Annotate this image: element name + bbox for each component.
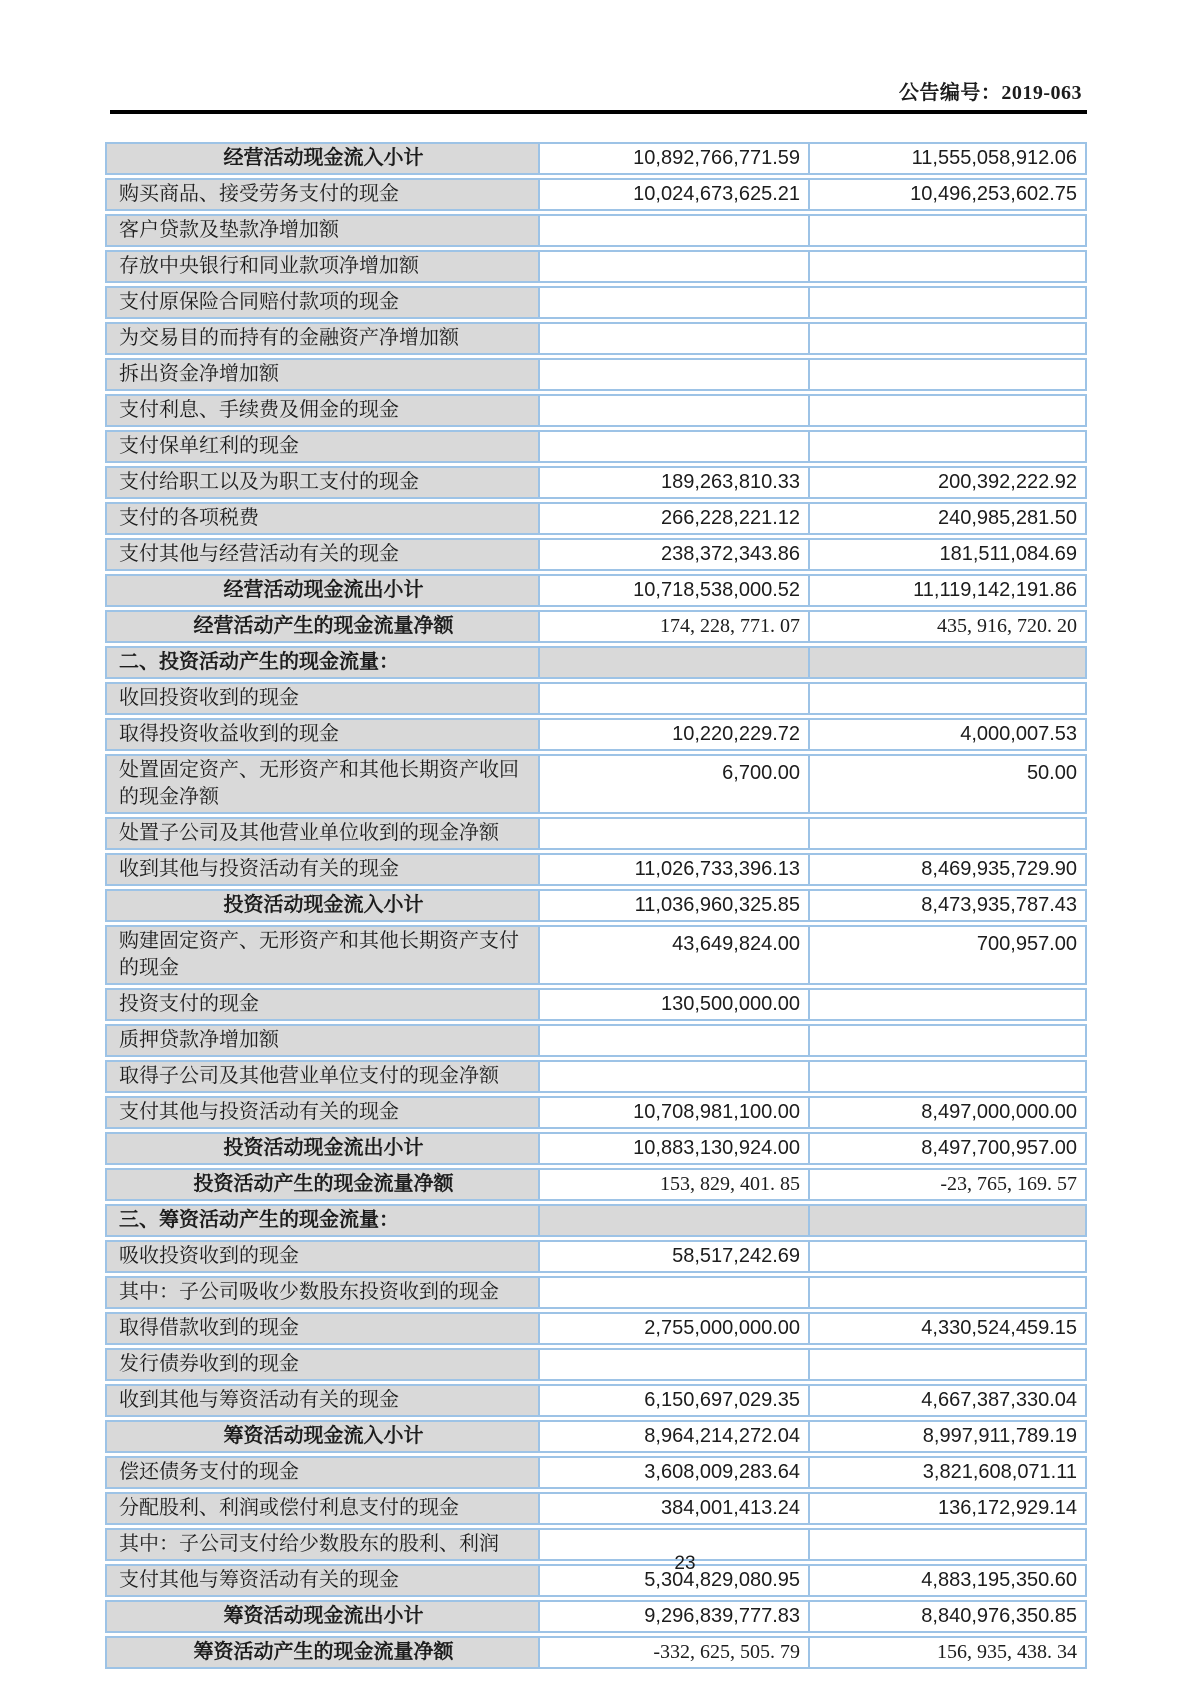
prior-period-value-cell: 8,473,935,787.43 [810, 889, 1087, 922]
table-row [105, 538, 1087, 571]
prior-period-value-cell [810, 250, 1087, 283]
row-label-cell: 经营活动现金流出小计 [105, 574, 540, 607]
prior-period-value-cell [810, 1276, 1087, 1309]
prior-period-value-cell [810, 430, 1087, 463]
cash-flow-table-body [105, 142, 1087, 1669]
row-label-cell: 支付其他与投资活动有关的现金 [105, 1096, 540, 1129]
table-row [105, 889, 1087, 922]
current-period-value-cell: 10,892,766,771.59 [540, 142, 810, 175]
prior-period-value-cell: 240,985,281.50 [810, 502, 1087, 535]
table-row [105, 682, 1087, 715]
prior-period-value-cell: 4,667,387,330.04 [810, 1384, 1087, 1417]
current-period-value-cell: 2,755,000,000.00 [540, 1312, 810, 1345]
current-period-value-cell: -332, 625, 505. 79 [540, 1636, 810, 1669]
prior-period-value-cell [810, 394, 1087, 427]
current-period-value-cell: 238,372,343.86 [540, 538, 810, 571]
table-row [105, 1276, 1087, 1309]
current-period-value-cell: 10,883,130,924.00 [540, 1132, 810, 1165]
row-label-cell: 筹资活动现金流出小计 [105, 1600, 540, 1633]
row-label-cell: 其中：子公司吸收少数股东投资收到的现金 [105, 1276, 540, 1309]
current-period-value-cell: 10,708,981,100.00 [540, 1096, 810, 1129]
prior-period-value-cell [810, 988, 1087, 1021]
row-label-cell: 取得投资收益收到的现金 [105, 718, 540, 751]
current-period-value-cell: 10,220,229.72 [540, 718, 810, 751]
current-period-value-cell: 58,517,242.69 [540, 1240, 810, 1273]
prior-period-value-cell: 10,496,253,602.75 [810, 178, 1087, 211]
table-row [105, 925, 1087, 985]
prior-period-value-cell: 11,555,058,912.06 [810, 142, 1087, 175]
current-period-value-cell [540, 430, 810, 463]
prior-period-value-cell: 8,497,700,957.00 [810, 1132, 1087, 1165]
table-row [105, 1564, 1087, 1597]
table-row [105, 646, 1087, 679]
current-period-value-cell: 266,228,221.12 [540, 502, 810, 535]
prior-period-value-cell: 11,119,142,191.86 [810, 574, 1087, 607]
prior-period-value-cell: 181,511,084.69 [810, 538, 1087, 571]
table-row [105, 1636, 1087, 1669]
prior-period-value-cell [810, 1024, 1087, 1057]
table-row [105, 1168, 1087, 1201]
row-label-cell: 支付利息、手续费及佣金的现金 [105, 394, 540, 427]
page-number: 23 [674, 1553, 696, 1574]
table-row [105, 502, 1087, 535]
row-label-cell: 客户贷款及垫款净增加额 [105, 214, 540, 247]
current-period-value-cell: 11,036,960,325.85 [540, 889, 810, 922]
row-label-cell: 筹资活动产生的现金流量净额 [105, 1636, 540, 1669]
row-label-cell: 质押贷款净增加额 [105, 1024, 540, 1057]
table-row [105, 817, 1087, 850]
current-period-value-cell [540, 358, 810, 391]
table-row [105, 1096, 1087, 1129]
row-label-cell: 取得子公司及其他营业单位支付的现金净额 [105, 1060, 540, 1093]
row-label-cell: 为交易目的而持有的金融资产净增加额 [105, 322, 540, 355]
current-period-value-cell: 5,304,829,080.95 [540, 1564, 810, 1597]
table-row [105, 1024, 1087, 1057]
current-period-value-cell [540, 394, 810, 427]
row-label-cell: 支付保单红利的现金 [105, 430, 540, 463]
table-row [105, 988, 1087, 1021]
current-period-value-cell [540, 682, 810, 715]
prior-period-value-cell [810, 1204, 1087, 1237]
row-label-cell: 发行债券收到的现金 [105, 1348, 540, 1381]
current-period-value-cell [540, 250, 810, 283]
table-row [105, 1420, 1087, 1453]
table-row [105, 1600, 1087, 1633]
current-period-value-cell: 130,500,000.00 [540, 988, 810, 1021]
row-label-cell: 收回投资收到的现金 [105, 682, 540, 715]
table-row [105, 853, 1087, 886]
row-label-cell: 支付其他与经营活动有关的现金 [105, 538, 540, 571]
prior-period-value-cell: -23, 765, 169. 57 [810, 1168, 1087, 1201]
current-period-value-cell: 6,700.00 [540, 754, 810, 814]
table-row [105, 430, 1087, 463]
table-row [105, 358, 1087, 391]
row-label-cell: 投资活动产生的现金流量净额 [105, 1168, 540, 1201]
prior-period-value-cell: 8,497,000,000.00 [810, 1096, 1087, 1129]
header-divider-rule [110, 110, 1087, 114]
prior-period-value-cell [810, 817, 1087, 850]
table-row [105, 574, 1087, 607]
prior-period-value-cell [810, 286, 1087, 319]
current-period-value-cell [540, 322, 810, 355]
table-row [105, 1456, 1087, 1489]
row-label-cell: 三、筹资活动产生的现金流量： [105, 1204, 540, 1237]
table-row [105, 322, 1087, 355]
row-label-cell: 分配股利、利润或偿付利息支付的现金 [105, 1492, 540, 1525]
prior-period-value-cell [810, 682, 1087, 715]
row-label-cell: 支付原保险合同赔付款项的现金 [105, 286, 540, 319]
current-period-value-cell [540, 1060, 810, 1093]
table-row [105, 1312, 1087, 1345]
row-label-cell: 处置固定资产、无形资产和其他长期资产收回的现金净额 [105, 754, 540, 814]
row-label-cell: 支付其他与筹资活动有关的现金 [105, 1564, 540, 1597]
prior-period-value-cell [810, 1060, 1087, 1093]
table-row [105, 718, 1087, 751]
prior-period-value-cell: 3,821,608,071.11 [810, 1456, 1087, 1489]
row-label-cell: 收到其他与筹资活动有关的现金 [105, 1384, 540, 1417]
current-period-value-cell: 9,296,839,777.83 [540, 1600, 810, 1633]
table-row [105, 1204, 1087, 1237]
table-row [105, 1348, 1087, 1381]
current-period-value-cell [540, 1204, 810, 1237]
row-label-cell: 投资活动现金流出小计 [105, 1132, 540, 1165]
current-period-value-cell [540, 1276, 810, 1309]
table-row [105, 1132, 1087, 1165]
table-row [105, 1240, 1087, 1273]
current-period-value-cell: 8,964,214,272.04 [540, 1420, 810, 1453]
table-row [105, 1492, 1087, 1525]
row-label-cell: 二、投资活动产生的现金流量： [105, 646, 540, 679]
table-row [105, 466, 1087, 499]
current-period-value-cell: 174, 228, 771. 07 [540, 610, 810, 643]
row-label-cell: 经营活动产生的现金流量净额 [105, 610, 540, 643]
current-period-value-cell: 6,150,697,029.35 [540, 1384, 810, 1417]
table-row [105, 286, 1087, 319]
prior-period-value-cell [810, 1528, 1087, 1561]
row-label-cell: 投资支付的现金 [105, 988, 540, 1021]
current-period-value-cell: 10,718,538,000.52 [540, 574, 810, 607]
cash-flow-statement-table [105, 139, 1087, 1672]
current-period-value-cell: 153, 829, 401. 85 [540, 1168, 810, 1201]
current-period-value-cell: 43,649,824.00 [540, 925, 810, 985]
table-row [105, 754, 1087, 814]
prior-period-value-cell [810, 358, 1087, 391]
current-period-value-cell [540, 286, 810, 319]
row-label-cell: 收到其他与投资活动有关的现金 [105, 853, 540, 886]
row-label-cell: 处置子公司及其他营业单位收到的现金净额 [105, 817, 540, 850]
prior-period-value-cell [810, 322, 1087, 355]
table-row [105, 1528, 1087, 1561]
row-label-cell: 购建固定资产、无形资产和其他长期资产支付的现金 [105, 925, 540, 985]
prior-period-value-cell: 435, 916, 720. 20 [810, 610, 1087, 643]
table-row [105, 394, 1087, 427]
prior-period-value-cell: 8,997,911,789.19 [810, 1420, 1087, 1453]
row-label-cell: 拆出资金净增加额 [105, 358, 540, 391]
row-label-cell: 其中：子公司支付给少数股东的股利、利润 [105, 1528, 540, 1561]
prior-period-value-cell: 4,883,195,350.60 [810, 1564, 1087, 1597]
announcement-number: 公告编号：2019-063 [898, 82, 1082, 104]
prior-period-value-cell [810, 646, 1087, 679]
row-label-cell: 支付给职工以及为职工支付的现金 [105, 466, 540, 499]
row-label-cell: 经营活动现金流入小计 [105, 142, 540, 175]
table-row [105, 178, 1087, 211]
row-label-cell: 偿还债务支付的现金 [105, 1456, 540, 1489]
current-period-value-cell [540, 214, 810, 247]
prior-period-value-cell [810, 214, 1087, 247]
table-row [105, 1384, 1087, 1417]
prior-period-value-cell: 136,172,929.14 [810, 1492, 1087, 1525]
table-row [105, 610, 1087, 643]
table-row [105, 214, 1087, 247]
current-period-value-cell: 10,024,673,625.21 [540, 178, 810, 211]
row-label-cell: 筹资活动现金流入小计 [105, 1420, 540, 1453]
row-label-cell: 吸收投资收到的现金 [105, 1240, 540, 1273]
prior-period-value-cell: 8,469,935,729.90 [810, 853, 1087, 886]
prior-period-value-cell [810, 1348, 1087, 1381]
table-row [105, 1060, 1087, 1093]
prior-period-value-cell: 200,392,222.92 [810, 466, 1087, 499]
prior-period-value-cell: 8,840,976,350.85 [810, 1600, 1087, 1633]
current-period-value-cell: 3,608,009,283.64 [540, 1456, 810, 1489]
prior-period-value-cell: 50.00 [810, 754, 1087, 814]
prior-period-value-cell: 4,330,524,459.15 [810, 1312, 1087, 1345]
prior-period-value-cell [810, 1240, 1087, 1273]
row-label-cell: 取得借款收到的现金 [105, 1312, 540, 1345]
current-period-value-cell [540, 817, 810, 850]
table-row [105, 250, 1087, 283]
current-period-value-cell: 384,001,413.24 [540, 1492, 810, 1525]
row-label-cell: 存放中央银行和同业款项净增加额 [105, 250, 540, 283]
current-period-value-cell [540, 1348, 810, 1381]
prior-period-value-cell: 4,000,007.53 [810, 718, 1087, 751]
prior-period-value-cell: 156, 935, 438. 34 [810, 1636, 1087, 1669]
current-period-value-cell: 11,026,733,396.13 [540, 853, 810, 886]
prior-period-value-cell: 700,957.00 [810, 925, 1087, 985]
row-label-cell: 支付的各项税费 [105, 502, 540, 535]
current-period-value-cell [540, 1024, 810, 1057]
row-label-cell: 投资活动现金流入小计 [105, 889, 540, 922]
current-period-value-cell [540, 646, 810, 679]
table-row [105, 142, 1087, 175]
row-label-cell: 购买商品、接受劳务支付的现金 [105, 178, 540, 211]
current-period-value-cell: 189,263,810.33 [540, 466, 810, 499]
